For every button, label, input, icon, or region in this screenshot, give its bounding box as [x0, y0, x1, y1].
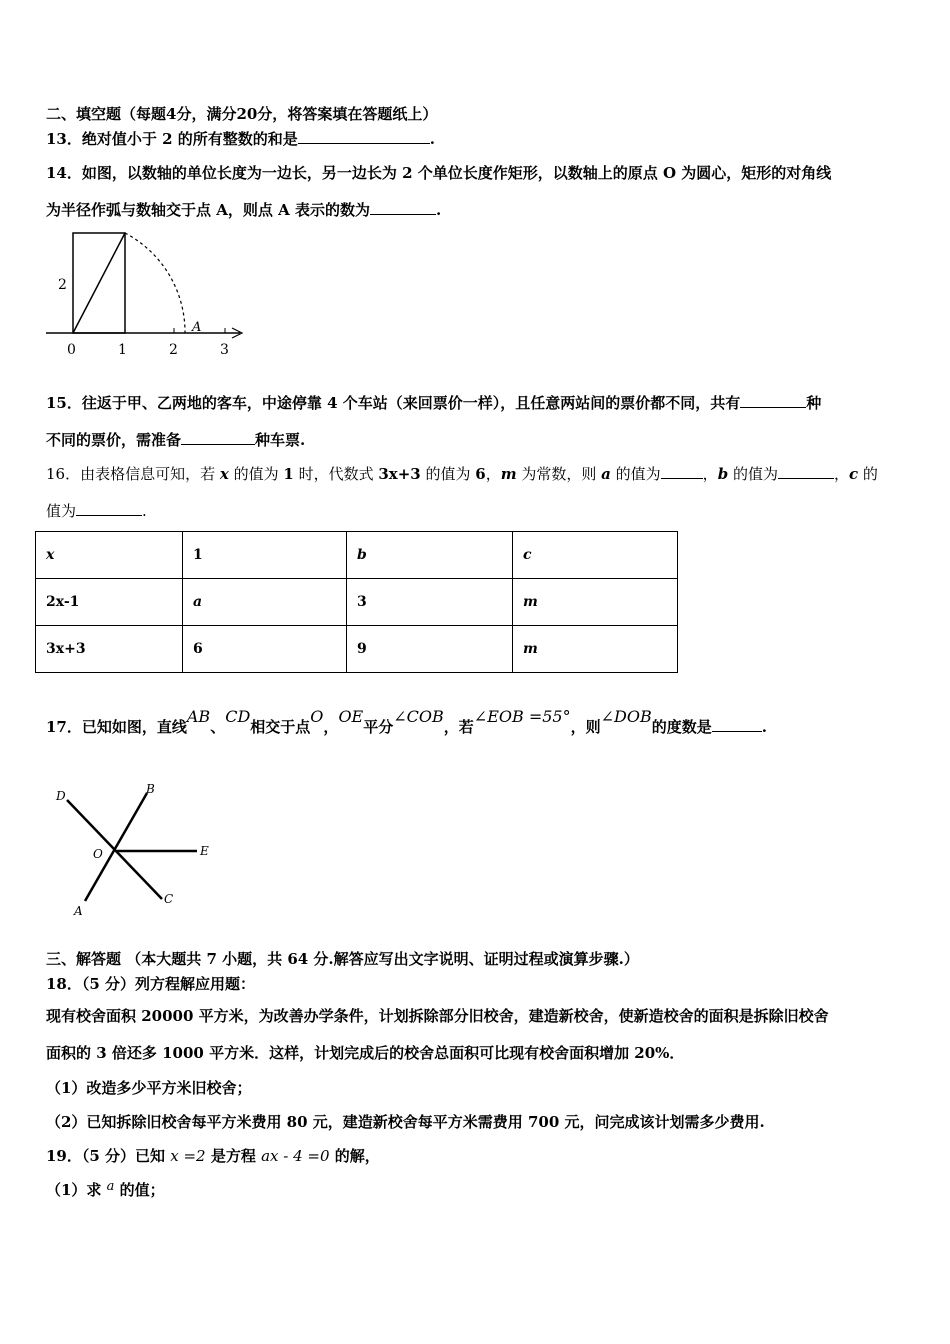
q19-text: 是方程 [205, 1147, 262, 1165]
q17-line-cd: CD [225, 707, 251, 726]
q15-text-2: 种 [806, 394, 822, 412]
table-row [36, 579, 678, 626]
q14-line-2 [46, 199, 441, 220]
q15-answer-blank-2[interactable] [181, 430, 255, 445]
q16-text: 16．由表格信息可知，若 [46, 465, 220, 483]
q14-text: 为半径作弧与数轴交于点 A，则点 A 表示的数为 [46, 201, 370, 219]
q18-sub-2: （2）已知拆除旧校舍每平方米费用 80 元，建造新校舍每平方米需费用 700 元，问完成该计划需多少费用. [46, 1113, 765, 1131]
q17-angle-eob: ∠EOB =55° [473, 707, 571, 726]
q16-text: 的值为 [728, 465, 778, 483]
question-13 [46, 128, 435, 149]
q16-answer-blank-c[interactable] [76, 501, 142, 516]
table-cell: 3 [347, 579, 513, 626]
q14-tick-label-1: 1 [118, 342, 127, 358]
q13-end: . [429, 130, 435, 148]
q16-value-6: 6 [475, 465, 486, 483]
table-cell: c [513, 532, 678, 579]
q17-text: ，则 [570, 718, 601, 736]
q17-ray-oe: OE [338, 707, 364, 726]
q15-answer-blank-1[interactable] [740, 393, 806, 408]
q16-text: 的值为 [610, 465, 661, 483]
q18-sub-1: （1）改造多少平方米旧校舍； [46, 1079, 252, 1097]
table-cell: 3x+3 [36, 626, 183, 673]
q16-text: 值为 [46, 502, 77, 520]
q16-var-m: m [500, 465, 517, 483]
q14-line-1: 14．如图，以数轴的单位长度为一边长，另一边长为 2 个单位长度作矩形，以数轴上的原点 O 为圆心，矩形的对角线 [46, 164, 832, 182]
q18-title: 18．（5 分）列方程解应用题： [46, 975, 256, 993]
q16-text: 的值为 [420, 465, 476, 483]
q17-label-b: B [146, 782, 155, 796]
q15-text-4: 种车票. [255, 431, 306, 449]
q15-line-2 [46, 429, 305, 450]
q18-body-line-1: 现有校舍面积 20000 平方米，为改善办学条件，计划拆除部分旧校舍，建造新校舍，使新造校舍的面积是拆除旧校舍 [46, 1007, 829, 1025]
q17-label-d: D [56, 789, 66, 803]
table-cell: 6 [183, 626, 347, 673]
q16-var-b: b [717, 465, 729, 483]
table-cell: 9 [347, 626, 513, 673]
table-cell: b [347, 532, 513, 579]
q14-diagonal [73, 233, 125, 333]
q16-text: ， [702, 465, 718, 483]
q15-line-1 [46, 392, 821, 413]
q17-label-a: A [74, 904, 83, 918]
q16-text: ， [833, 465, 849, 483]
q17-text: 、 [210, 718, 226, 736]
q16-text: ， [485, 465, 501, 483]
q17-angle-dob: ∠DOB [600, 707, 652, 726]
q16-table [35, 531, 678, 673]
section-2-heading: 二、填空题（每题4分，满分20分，将答案填在答题纸上） [46, 105, 438, 123]
q16-text: 时，代数式 [293, 465, 379, 483]
q16-var-c: c [848, 465, 859, 483]
section-3-heading: 三、解答题 （本大题共 7 小题，共 64 分.解答应写出文字说明、证明过程或演算步骤.） [46, 950, 639, 968]
q17-label-o: O [93, 847, 103, 861]
q16-text: 的 [858, 465, 878, 483]
q17-end: . [761, 718, 767, 736]
q13-text: 13．绝对值小于 2 的所有整数的和是 [46, 130, 298, 148]
table-cell: m [513, 579, 678, 626]
q16-line-1 [46, 463, 878, 484]
q16-expression: 3x+3 [378, 465, 421, 483]
q17-text: 平分 [363, 718, 394, 736]
q15-text-1: 15．往返于甲、乙两地的客车，中途停靠 4 个车站（来回票价一样），且任意两站间的票价都不同，共有 [46, 394, 741, 412]
q19-equation-x: x =2 [170, 1147, 206, 1165]
q19-sub-1 [46, 1179, 165, 1200]
q14-height-label: 2 [58, 277, 67, 293]
q13-answer-blank[interactable] [298, 129, 430, 144]
q16-text: 为常数，则 [516, 465, 602, 483]
table-cell: m [513, 626, 678, 673]
table-cell: a [183, 579, 347, 626]
q17-angle-cob: ∠COB [393, 707, 444, 726]
q14-arc [125, 233, 185, 333]
q17-label-c: C [164, 892, 174, 906]
q16-answer-blank-a[interactable] [661, 464, 703, 479]
q17-point-o: O [310, 707, 324, 726]
q18-body-line-2: 面积的 3 倍还多 1000 平方米．这样，计划完成后的校舍总面积可比现有校舍面积增加 20%． [46, 1044, 685, 1062]
q14-tick-label-2: 2 [169, 342, 178, 358]
q14-tick-label-0: 0 [67, 342, 76, 358]
q17-text: ，若 [443, 718, 474, 736]
q14-answer-blank[interactable] [370, 200, 436, 215]
table-cell: 1 [183, 532, 347, 579]
q17-answer-blank[interactable] [712, 717, 762, 732]
question-19 [46, 1145, 380, 1166]
q19-var-a: a [106, 1179, 115, 1194]
table-cell: 2x-1 [36, 579, 183, 626]
q17-text: 的度数是 [651, 718, 712, 736]
q19-text: （1）求 [46, 1181, 107, 1199]
q16-line-2 [46, 500, 147, 521]
q14-end: . [435, 201, 442, 219]
q19-text: 的解， [329, 1147, 380, 1165]
q17-text: ， [323, 718, 339, 736]
q16-value-1: 1 [283, 465, 294, 483]
q17-text: 17．已知如图，直线 [46, 718, 187, 736]
question-17 [46, 707, 767, 737]
table-cell: x [36, 532, 183, 579]
q19-text: 19．（5 分）已知 [46, 1147, 171, 1165]
q14-tick-label-3: 3 [220, 342, 229, 358]
q14-figure [40, 226, 260, 362]
q17-figure [50, 778, 220, 920]
q16-var-x: x [219, 465, 229, 483]
q14-point-a-label: A [192, 320, 202, 335]
q16-var-a: a [601, 465, 611, 483]
q16-text: 的值为 [228, 465, 284, 483]
table-row [36, 532, 678, 579]
q17-line-ab: AB [186, 707, 211, 726]
q16-end: . [142, 502, 147, 520]
q19-text: 的值； [114, 1181, 165, 1199]
q17-text: 相交于点 [250, 718, 311, 736]
q17-label-e: E [200, 844, 209, 858]
q15-text-3: 不同的票价，需准备 [46, 431, 182, 449]
q19-equation: ax - 4 =0 [261, 1147, 330, 1165]
q16-answer-blank-b[interactable] [778, 464, 834, 479]
table-row [36, 626, 678, 673]
